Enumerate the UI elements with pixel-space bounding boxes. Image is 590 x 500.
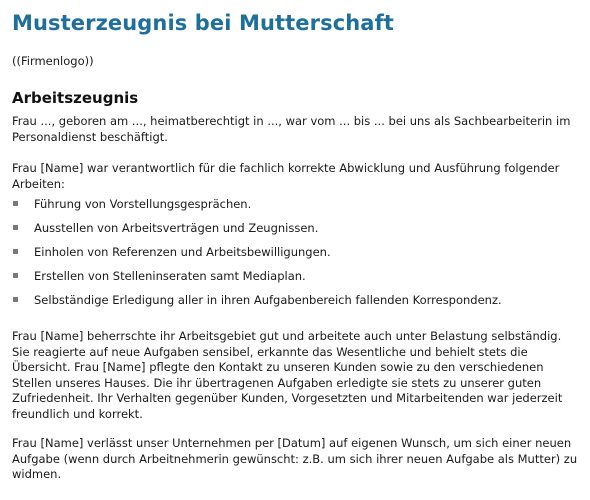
list-item [12,269,582,283]
task-text: Einholen von Referenzen und Arbeitsbewilligungen. [34,245,331,259]
departure-paragraph: Frau [Name] verlässt unser Unternehmen per [Datum] auf eigenen Wunsch, um sich einer neuen Aufgabe (wenn durch Arbeitnehmerin gewünscht: z.B. um sich ihrer neuen Aufgabe als Mutter) zu widmen. [12,436,578,481]
section-heading: Arbeitszeugnis [12,89,139,107]
page-title: Musterzeugnis bei Mutterschaft [12,11,394,35]
task-text: Führung von Vorstellungsgesprächen. [34,197,252,211]
tasks-intro-paragraph: Frau [Name] war verantwortlich für die fachlich korrekte Abwicklung und Ausführung folgender Arbeiten: [12,161,560,191]
list-item [12,293,582,307]
company-logo-placeholder: ((Firmenlogo)) [12,54,94,68]
task-text: Ausstellen von Arbeitsverträgen und Zeugnissen. [34,221,319,235]
square-bullet-icon [13,273,18,278]
assessment-paragraph: Frau [Name] beherrschte ihr Arbeitsgebiet gut und arbeitete auch unter Belastung selbständig. Sie reagierte auf neue Aufgaben sensibel, erkannte das Wesentliche und behielt stets die Übersicht. Frau [Name] pflegte den Kontakt zu unseren Kunden sowie zu den verschiedenen Stellen unseres Hauses. Die ihr übertragenen Aufgaben erledigte sie stets zu unserer guten Zufriedenheit. Ihr Verhalten gegenüber Kunden, Vorgesetzten und Mitarbeitenden war jederzeit freundlich und korrekt. [12,329,563,421]
intro-paragraph: Frau ..., geboren am ..., heimatberechtigt in ..., war vom ... bis ... bei uns als Sachbearbeiterin im Personaldienst beschäftigt. [12,114,571,144]
list-item [12,197,582,211]
square-bullet-icon [13,249,18,254]
list-item [12,245,582,259]
task-text: Erstellen von Stelleninseraten samt Mediaplan. [34,269,306,283]
task-list [12,197,582,307]
list-item [12,221,582,235]
square-bullet-icon [13,225,18,230]
square-bullet-icon [13,201,18,206]
square-bullet-icon [13,297,18,302]
task-text: Selbständige Erledigung aller in ihren Aufgabenbereich fallenden Korrespondenz. [34,293,502,307]
